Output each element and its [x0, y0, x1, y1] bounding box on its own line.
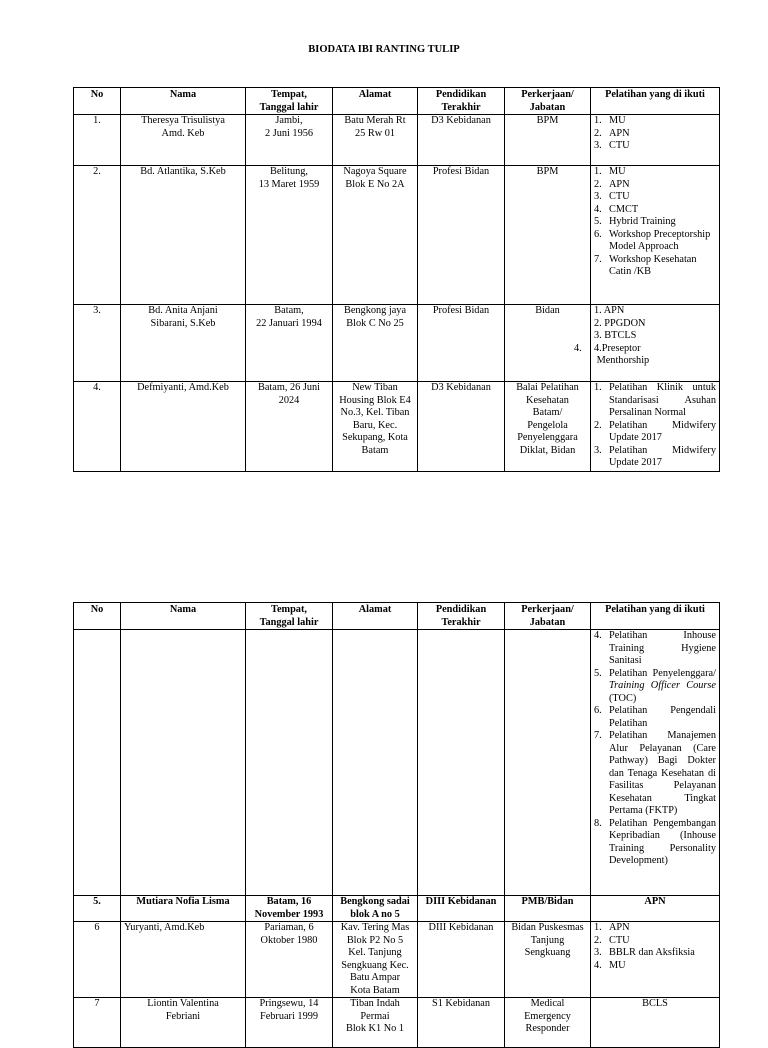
cell-nama: Bd. Anita Anjani Sibarani, S.Keb: [121, 305, 246, 382]
cell-nama: Defmiyanti, Amd.Keb: [121, 382, 246, 472]
table-header-row: [74, 603, 720, 630]
cell-pelatihan: [591, 630, 720, 896]
cell-no: 4.: [74, 382, 121, 472]
header-pendidikan: Pendidikan Terakhir: [418, 88, 505, 115]
table-row: [74, 998, 720, 1048]
cell-pelatihan: [574, 305, 720, 382]
cell-pendidikan: DIII Kebidanan: [418, 922, 505, 998]
list-item: 1. APN: [594, 305, 625, 316]
header-pekerjaan: Perkerjaan/ Jabatan: [505, 603, 591, 630]
list-item: 3. BBLR dan Aksfiksia: [594, 947, 695, 958]
header-pelatihan: Pelatihan yang di ikuti: [591, 88, 720, 115]
table-row: [74, 305, 720, 382]
cell-alamat: Tiban Indah Permai Blok K1 No 1: [333, 998, 418, 1048]
list-item: 6. Workshop Preceptorship Model Approach: [594, 228, 711, 252]
cell-no: 2.: [74, 166, 121, 305]
header-pekerjaan: Perkerjaan/ Jabatan: [505, 88, 591, 115]
header-pendidikan: Pendidikan Terakhir: [418, 603, 505, 630]
list-item: 5. Pelatihan Penyelenggara/ Training Officer Course (TOC): [594, 667, 716, 704]
cell-pekerjaan: BPM: [505, 166, 591, 305]
cell-pendidikan: Profesi Bidan: [418, 305, 505, 382]
header-alamat: Alamat: [333, 603, 418, 630]
table-row: [74, 166, 720, 305]
cell-pelatihan: [591, 166, 720, 305]
list-item: 6. Pelatihan Pengendali Pelatihan: [594, 705, 716, 729]
list-item: 7. Pelatihan Manajemen Alur Pelayanan (Care Pathway) Bagi Dokter dan Tenaga Kesehatan di Fasilitas Pelayanan Kesehatan Tingkat Pertama (FKTP): [594, 730, 716, 816]
list-item: 3. CTU: [594, 140, 630, 151]
header-no: No: [74, 88, 121, 115]
cell-no: 5.: [74, 896, 121, 922]
header-pelatihan: Pelatihan yang di ikuti: [591, 603, 720, 630]
list-item: 1. APN: [594, 922, 630, 933]
header-no: No: [74, 603, 121, 630]
document-title: BIODATA IBI RANTING TULIP: [308, 44, 460, 55]
list-item: 2. CTU: [594, 934, 630, 946]
header-ttl: Tempat, Tanggal lahir: [246, 88, 333, 115]
cell-pekerjaan: Bidan Puskesmas Tanjung Sengkuang: [505, 922, 591, 998]
biodata-table-2: [73, 602, 720, 1048]
cell-ttl: Jambi, 2 Juni 1956: [246, 115, 333, 166]
header-nama: Nama: [121, 603, 246, 630]
cell-ttl: Pringsewu, 14 Februari 1999: [246, 998, 333, 1048]
cell-alamat: Nagoya Square Blok E No 2A: [333, 166, 418, 305]
cell-alamat: Bengkong sadai blok A no 5: [333, 896, 418, 922]
list-item: 3. Pelatihan Midwifery Update 2017: [594, 444, 716, 468]
cell-alamat: New Tiban Housing Blok E4 No.3, Kel. Tiban Baru, Kec. Sekupang, Kota Batam: [333, 382, 418, 472]
cell-pelatihan: [591, 922, 720, 998]
list-item: 3. CTU: [594, 191, 630, 202]
cell-no: 3.: [74, 305, 121, 382]
cell-pendidikan: DIII Kebidanan: [418, 896, 505, 922]
cell-ttl: Belitung, 13 Maret 1959: [246, 166, 333, 305]
cell-pelatihan: [591, 382, 720, 472]
cell-pelatihan: [591, 115, 720, 166]
list-item: 2. APN: [594, 178, 630, 190]
cell-ttl: Batam, 16 November 1993: [246, 896, 333, 922]
cell-pelatihan: BCLS: [591, 998, 720, 1048]
cell-pendidikan: D3 Kebidanan: [418, 115, 505, 166]
cell-no: 7: [74, 998, 121, 1048]
cell-nama: Theresya Trisulistya Amd. Keb: [121, 115, 246, 166]
cell-alamat: [333, 630, 418, 896]
cell-ttl: Batam, 22 Januari 1994: [246, 305, 333, 382]
cell-pelatihan: APN: [591, 896, 720, 922]
cell-alamat: Batu Merah Rt 25 Rw 01: [333, 115, 418, 166]
list-item: 2. Pelatihan Midwifery Update 2017: [594, 419, 716, 443]
cell-pendidikan: Profesi Bidan: [418, 166, 505, 305]
cell-ttl: [246, 630, 333, 896]
list-item: 1. MU: [594, 115, 626, 126]
cell-nama: Yuryanti, Amd.Keb: [121, 922, 246, 998]
cell-pekerjaan: Medical Emergency Responder: [505, 998, 591, 1048]
table-header-row: [74, 88, 720, 115]
list-item: 8. Pelatihan Pengembangan Kepribadian (Inhouse Training Personality Development): [594, 817, 716, 866]
cell-pekerjaan: PMB/Bidan: [505, 896, 591, 922]
list-item: 7. Workshop Kesehatan Catin /KB: [594, 253, 697, 277]
list-item: 4. Pelatihan Inhouse Training Hygiene Sanitasi: [594, 630, 716, 666]
header-nama: Nama: [121, 88, 246, 115]
cell-alamat: Kav. Tering Mas Blok P2 No 5 Kel. Tanjung Sengkuang Kec. Batu Ampar Kota Batam: [333, 922, 418, 998]
cell-pendidikan: D3 Kebidanan: [418, 382, 505, 472]
table-row: [74, 922, 720, 998]
cell-ttl: Pariaman, 6 Oktober 1980: [246, 922, 333, 998]
cell-pendidikan: [418, 630, 505, 896]
header-alamat: Alamat: [333, 88, 418, 115]
cell-nama: [121, 630, 246, 896]
cell-no: 6: [74, 922, 121, 998]
cell-pekerjaan: BPM: [505, 115, 591, 166]
cell-pekerjaan: [505, 630, 591, 896]
list-item: 4. 4.Preseptor Menthorship: [574, 342, 650, 366]
cell-alamat: Bengkong jaya Blok C No 25: [333, 305, 418, 382]
list-item: 1. MU: [594, 166, 626, 177]
cell-nama: Bd. Atlantika, S.Keb: [121, 166, 246, 305]
cell-pendidikan: S1 Kebidanan: [418, 998, 505, 1048]
list-item: 2. PPGDON: [594, 317, 646, 329]
list-item: 3. BTCLS: [594, 330, 637, 341]
table-row: [74, 115, 720, 166]
header-ttl: Tempat, Tanggal lahir: [246, 603, 333, 630]
list-item: 2. APN: [594, 127, 630, 139]
list-item: 4. MU: [594, 959, 626, 971]
cell-pekerjaan: Bidan: [505, 305, 591, 382]
table-row: [74, 382, 720, 472]
biodata-table-1: [73, 87, 720, 472]
list-item: 1. Pelatihan Klinik untuk Standarisasi Asuhan Persalinan Normal: [594, 382, 716, 418]
cell-pekerjaan: Balai Pelatihan Kesehatan Batam/ Pengelola Penyelenggara Diklat, Bidan: [505, 382, 591, 472]
cell-no: [74, 630, 121, 896]
cell-no: 1.: [74, 115, 121, 166]
list-item: 4. CMCT: [594, 203, 639, 215]
cell-nama: Mutiara Nofia Lisma: [121, 896, 246, 922]
list-item: 5. Hybrid Training: [594, 216, 676, 227]
cell-ttl: Batam, 26 Juni 2024: [246, 382, 333, 472]
cell-nama: Liontin Valentina Febriani: [121, 998, 246, 1048]
table-row: [74, 896, 720, 922]
table-row: [74, 630, 720, 896]
